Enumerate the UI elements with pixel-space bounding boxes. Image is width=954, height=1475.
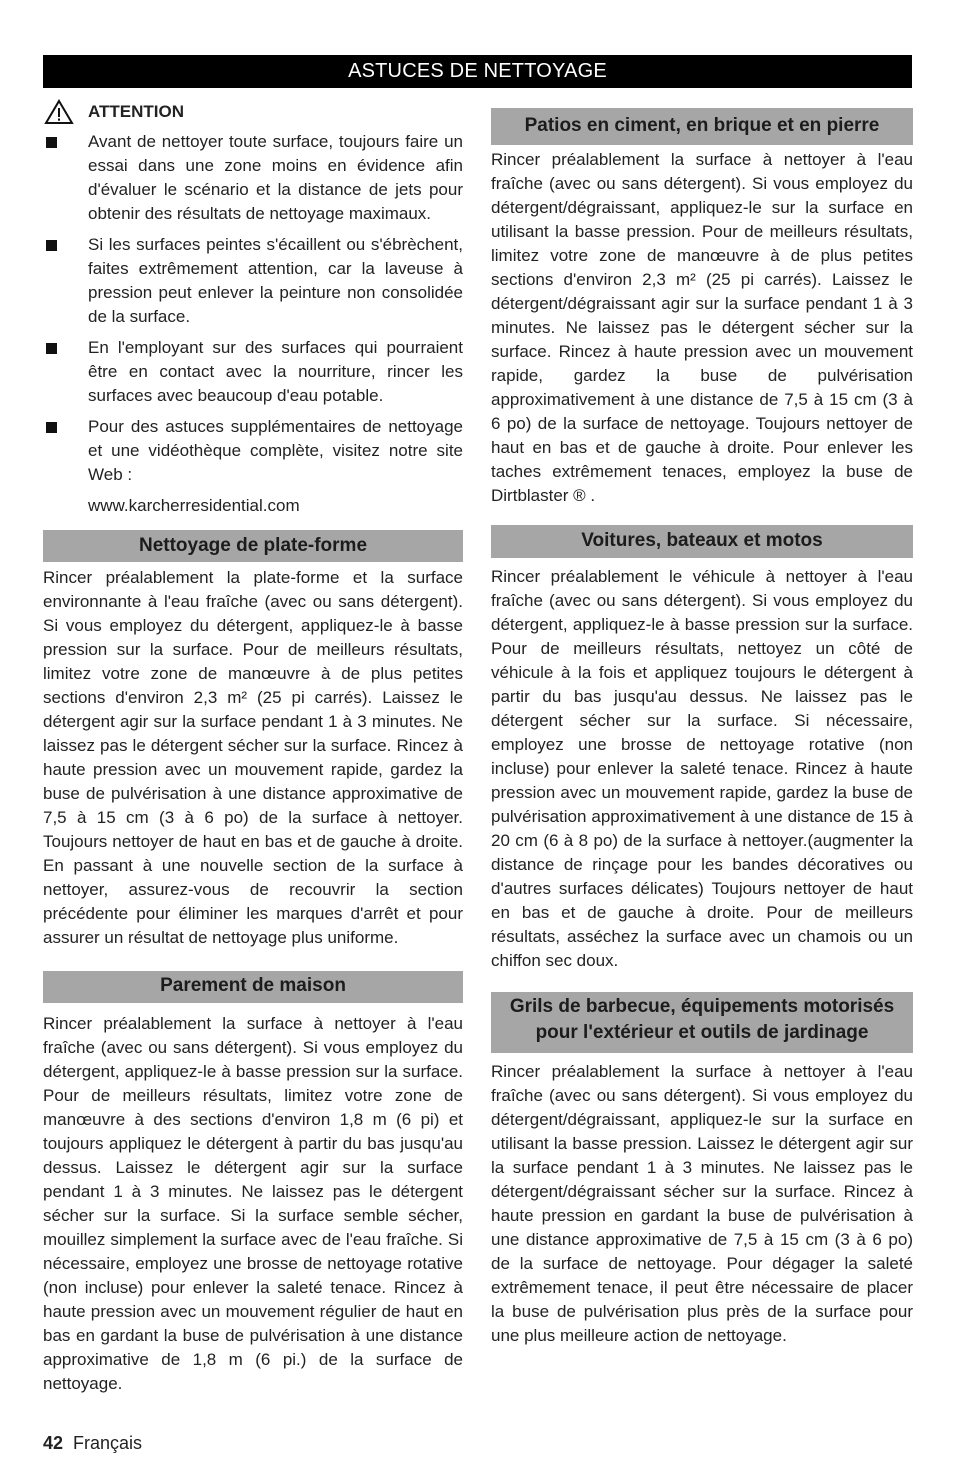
- page-footer: [43, 1431, 142, 1455]
- section-heading-patios: Patios en ciment, en brique et en pierre: [491, 108, 913, 145]
- right-column: [491, 108, 913, 1348]
- attention-title: ATTENTION: [88, 102, 185, 121]
- section-banner: ASTUCES DE NETTOYAGE: [43, 55, 912, 88]
- section-heading-grils: Grils de barbecue, équipements motorisés pour l'extérieur et outils de jardinage: [491, 992, 913, 1053]
- page-number: 42: [43, 1433, 64, 1453]
- list-item: [43, 233, 463, 329]
- section-text-voitures: Rincer préalablement le véhicule à nettoyer à l'eau fraîche (avec ou sans détergent). Si vous employez du détergent, appliquez-le à basse pression sur la surface. Pour de meilleurs résultats, nettoyez un côté de véhicule à la fois et appliquez toujours le détergent à partir du bas jusqu'au dessus. Ne laissez pas le détergent sécher sur la surface. Si nécessaire, employez une brosse de nettoyage rotative (non incluse) pour enlever la saleté tenace. Rincez à haute pression avec un mouvement rapide, gardez la buse de pulvérisation approximativement à une distance de 15 à 20 cm (6 à 8 po) de la surface à nettoyer.(augmenter la distance de rinçage pour les bandes décoratives ou d'autres surfaces délicates) Toujours nettoyer de haut en bas et de gauche à droite. Pour de meilleurs résultats, asséchez la surface avec un chamois ou un chiffon sec doux.: [491, 567, 913, 970]
- bullet-square-icon: [46, 343, 57, 354]
- warning-icon: [44, 99, 74, 125]
- list-item: [43, 415, 463, 487]
- section-heading-plateforme: Nettoyage de plate-forme: [43, 530, 463, 562]
- bullet-text: Si les surfaces peintes s'écaillent ou s'ébrèchent, faites extrêmement attention, car la laveuse à pression peut enlever la peinture non consolidée de la surface.: [88, 235, 463, 326]
- section-text-plateforme: Rincer préalablement la plate-forme et la surface environnante à l'eau fraîche (avec ou sans détergent). Si vous employez du détergent, appliquez-le à basse pression sur la surface. Pour de meilleurs résultats, limitez votre zone de manœuvre à de plus petites sections d'environ 2,3 m² (25 pi carrés). Laissez le détergent agir sur la surface pendant 1 à 3 minutes. Ne laissez pas le détergent sécher sur la surface. Rincez à haute pression avec un mouvement rapide, gardez la buse de pulvérisation à une distance approximative de 7,5 à 15 cm (3 à 6 po) de la surface à nettoyer. Toujours nettoyer de haut en bas et de gauche à droite. En passant à une nouvelle section de la surface à nettoyer, assurez-vous de recouvrir la section précédente pour éliminer les marques d'arrêt et pour assurer un résultat de nettoyage plus uniforme.: [43, 568, 463, 947]
- bullet-square-icon: [46, 137, 57, 148]
- list-item: [43, 336, 463, 408]
- left-column: [43, 96, 463, 1396]
- section-heading-voitures: Voitures, bateaux et motos: [491, 525, 913, 558]
- section-text-maison: Rincer préalablement la surface à nettoyer à l'eau fraîche (avec ou sans détergent). Si vous employez du détergent, appliquez-le à basse pression sur la surface. Pour de meilleurs résultats, limitez votre zone de manœuvre à des sections d'environ 1,8 m (6 pi) et toujours appliquez le détergent à partir du bas jusqu'au dessus. Laissez le détergent agir sur la surface pendant 1 à 3 minutes. Ne laissez pas le détergent sécher sur la surface. Si la surface semble sécher, mouillez simplement la surface avec de l'eau fraîche. Si nécessaire, employez une brosse de nettoyage rotative (non incluse) pour enlever la saleté tenace. Rincez à haute pression avec un mouvement régulier de haut en bas en gardant la buse de pulvérisation à une distance approximative de 1,8 m (6 pi.) de la surface de nettoyage.: [43, 1014, 463, 1393]
- attention-header: [43, 96, 463, 128]
- bullet-text: En l'employant sur des surfaces qui pourraient être en contact avec la nourriture, rincer les surfaces avec beaucoup d'eau potable.: [88, 338, 463, 405]
- website-link[interactable]: www.karcherresidential.com: [88, 496, 300, 515]
- section-text-grils: Rincer préalablement la surface à nettoyer à l'eau fraîche (avec ou sans détergent). Si vous employez du détergent/dégraissant, appliquez-le sur la surface en utilisant la basse pression. Laissez le détergent agir sur la surface pendant 1 à 3 minutes. Ne laissez pas le détergent/dégraissant sécher sur la surface. Rincez à haute pression en gardant la buse de pulvérisation à une distance approximative de 7,5 à 15 cm (3 à 6 po) de la surface de nettoyage. Pour dégager la saleté extrêmement tenace, il peut être nécessaire de placer la buse de pulvérisation plus près de la surface pour une plus meilleure action de nettoyage.: [491, 1062, 913, 1345]
- bullet-square-icon: [46, 240, 57, 251]
- footer-language: Français: [73, 1433, 143, 1453]
- section-text-patios: Rincer préalablement la surface à nettoyer à l'eau fraîche (avec ou sans détergent). Si vous employez du détergent/dégraissant, appliquez-le sur la surface en utilisant la basse pression. Pour de meilleurs résultats, limitez votre zone de manœuvre à de plus petites sections d'environ 2,3 m² (25 pi carrés). Laissez le détergent/dégraissant agir sur la surface pendant 1 à 3 minutes. Ne laissez pas le détergent sécher sur la surface. Rincez à haute pression avec un mouvement rapide, gardez la buse de pulvérisation approximativement à une distance de 7,5 à 15 cm (3 à 6 po) de la surface de nettoyage. Toujours nettoyer de haut en bas et de gauche à droite. Pour enlever les taches extrêmement tenaces, employez la buse de Dirtblaster ® .: [491, 150, 913, 505]
- bullet-text: Pour des astuces supplémentaires de nettoyage et une vidéothèque complète, visitez notre site Web :: [88, 417, 463, 484]
- list-item: [43, 130, 463, 226]
- bullet-square-icon: [46, 422, 57, 433]
- bullet-text: Avant de nettoyer toute surface, toujours faire un essai dans une zone moins en évidence afin d'évaluer le scénario et la distance de jets pour obtenir des résultats de nettoyage maximaux.: [88, 132, 463, 223]
- section-heading-maison: Parement de maison: [43, 971, 463, 1003]
